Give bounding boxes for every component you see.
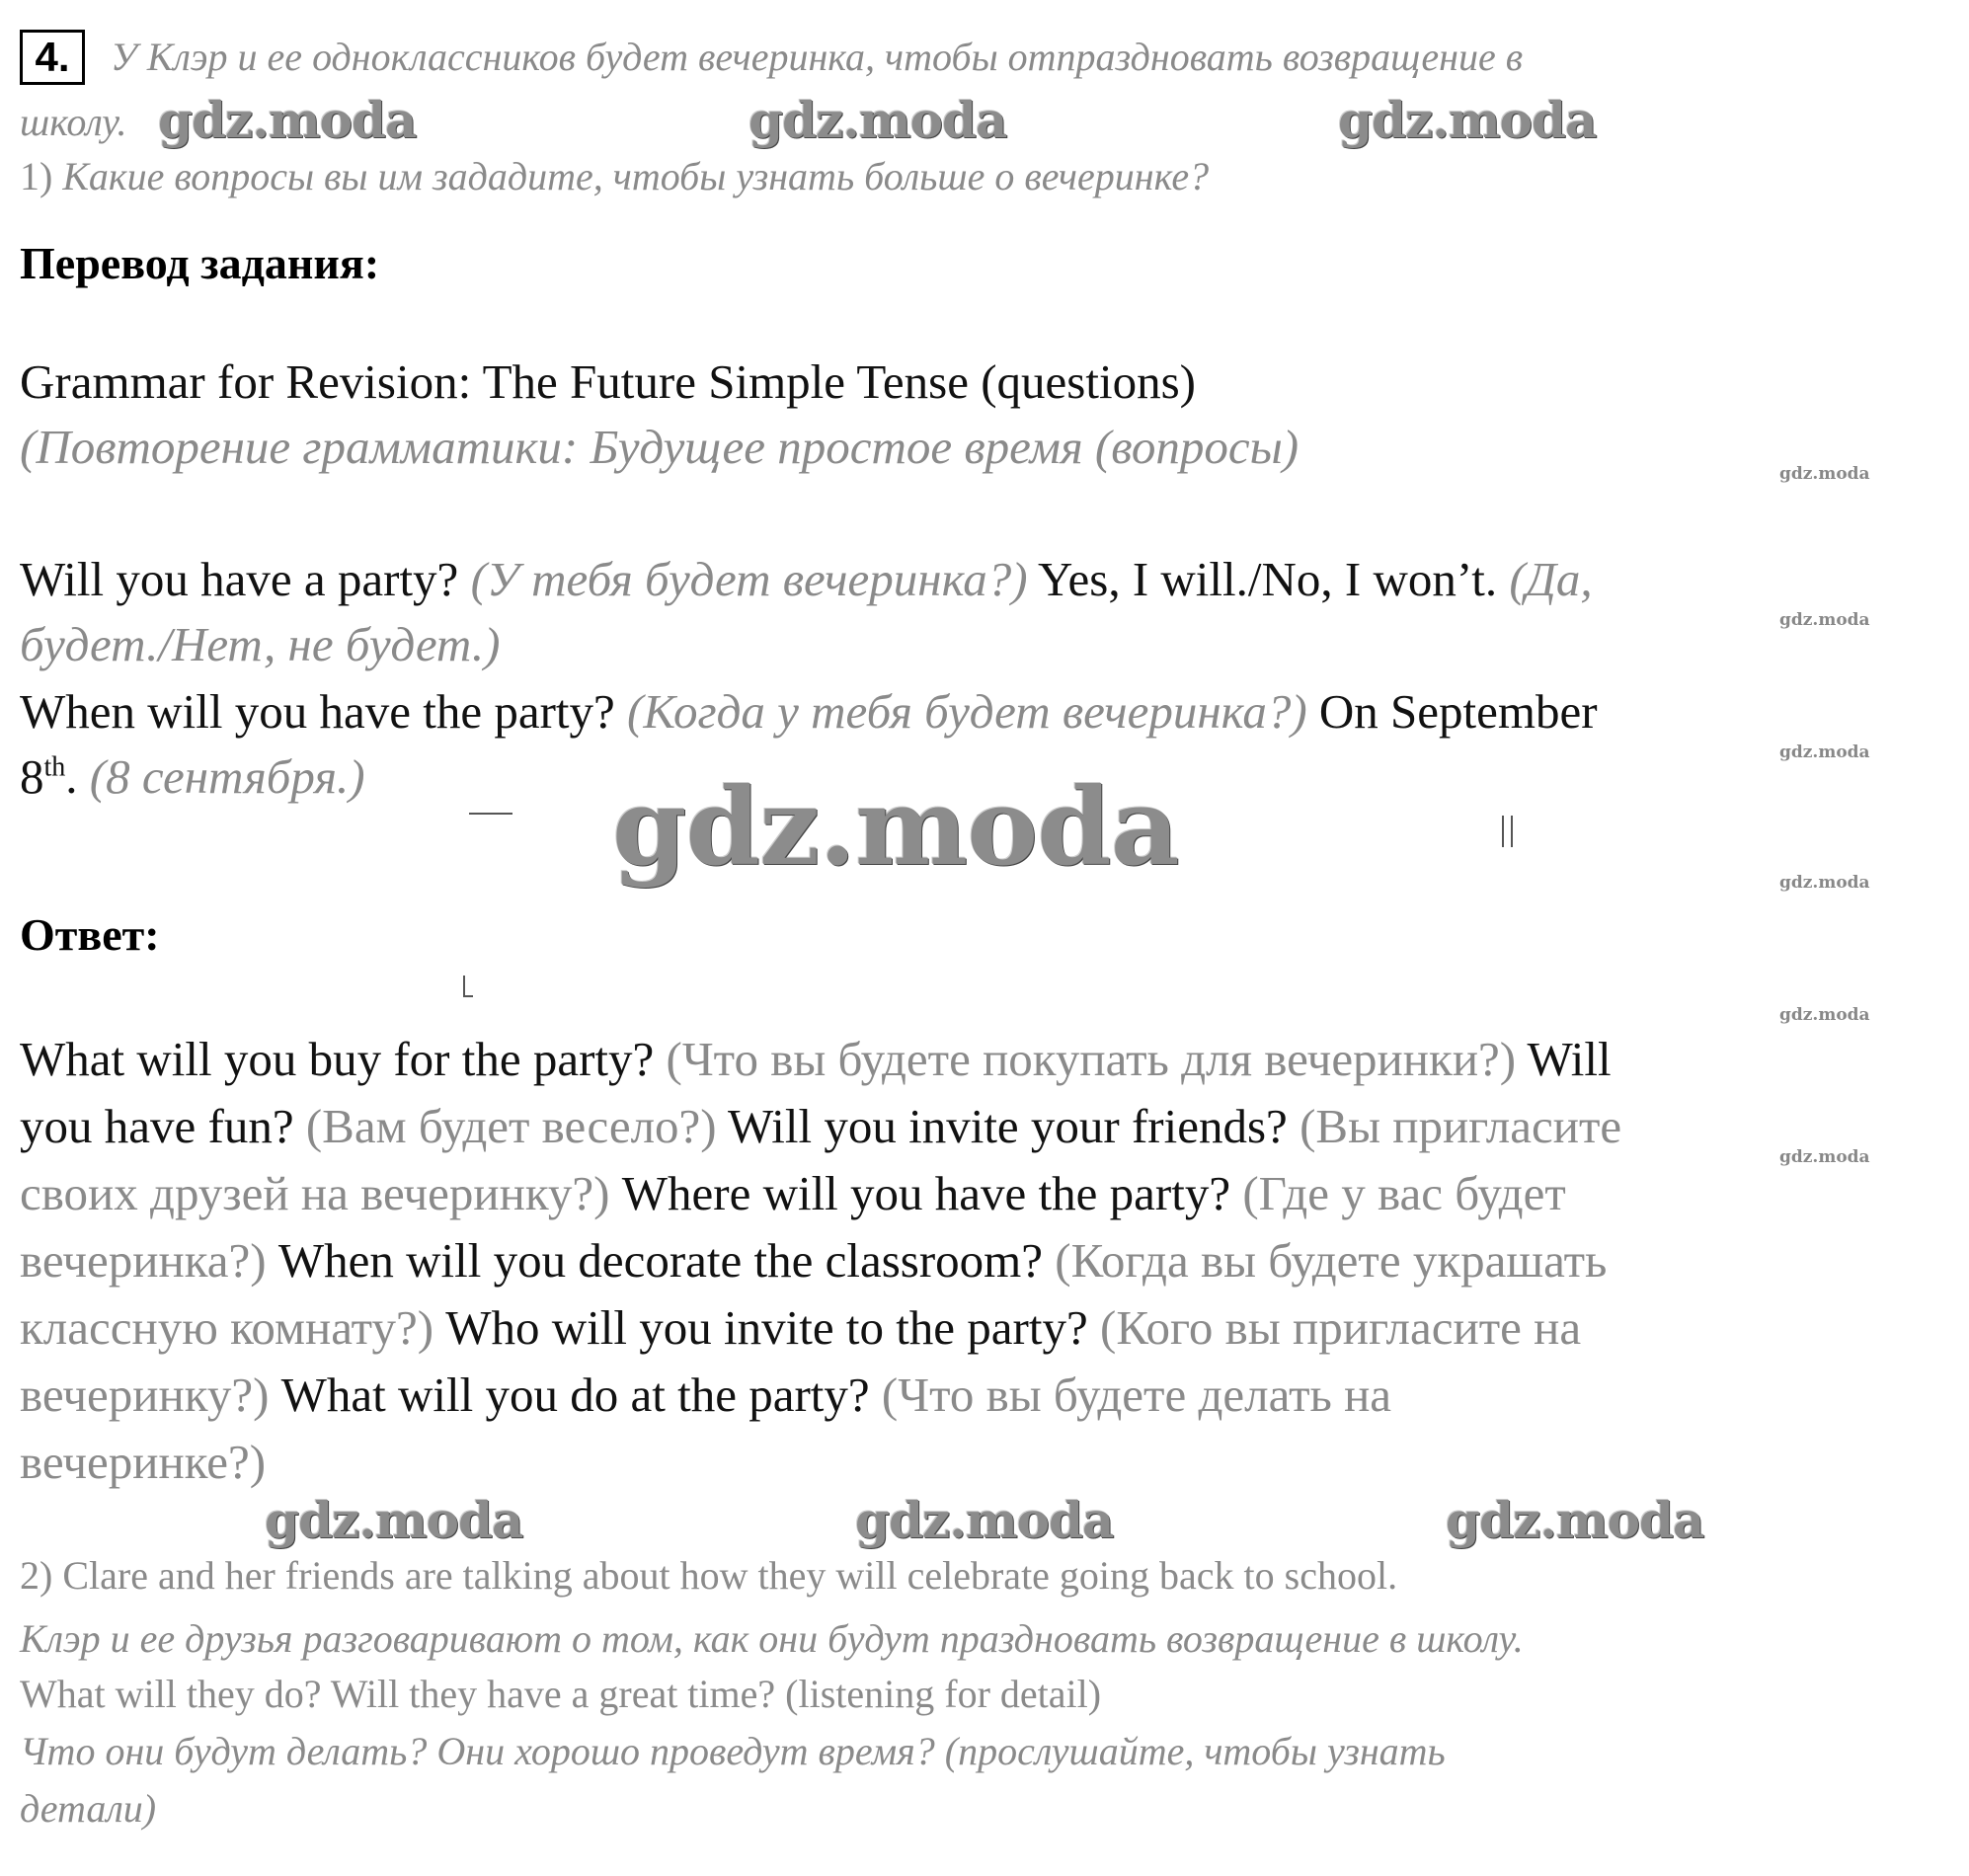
example-2-dot: . [65, 749, 78, 804]
question-1-number: 1) [20, 154, 53, 198]
answer-line [20, 1098, 1621, 1154]
part2-line2: Клэр и ее друзья разговаривают о том, как они будут праздновать возвращение в школу. [20, 1616, 1524, 1661]
watermark-logo: gdz.moda [1338, 91, 1597, 149]
answer-line [20, 1299, 1581, 1356]
watermark-logo: gdz.moda [1446, 1491, 1704, 1549]
example-2-question: When will you have the party? [20, 684, 615, 739]
task-intro-line1: У Клэр и ее одноклассников будет вечеринка, чтобы отпраздновать возвращение в [111, 35, 1524, 79]
question-1-text: Какие вопросы вы им зададите, чтобы узнать больше о вечеринке? [62, 154, 1210, 198]
answer-translation: вечеринке?) [20, 1435, 267, 1489]
answer-translation: (Где у вас будет [1242, 1166, 1566, 1220]
part2-line5: детали) [20, 1786, 157, 1831]
scan-artifact [1511, 816, 1513, 847]
watermark-small: gdz.moda [1779, 610, 1870, 630]
example-2-answer-ru: (8 сентября.) [89, 749, 365, 804]
example-2-answer: On September [1318, 684, 1598, 739]
watermark-logo-large: gdz.moda [612, 765, 1179, 890]
answer-line [20, 1367, 1391, 1423]
answer-translation: вечеринка?) [20, 1233, 267, 1288]
watermark-logo: gdz.moda [855, 1491, 1114, 1549]
answer-line [20, 1031, 1612, 1087]
answer-question: Will you invite your friends? [716, 1099, 1300, 1153]
scan-artifact [463, 995, 473, 997]
answer-line [20, 1165, 1566, 1221]
example-1-line2: будет./Нет, не будет.) [20, 617, 501, 671]
answer-question: When will you decorate the classroom? [266, 1233, 1056, 1288]
watermark-small: gdz.moda [1779, 1147, 1870, 1167]
answer-translation: (Что вы будете делать на [881, 1368, 1392, 1422]
scan-artifact [463, 976, 465, 995]
example-1-line1 [20, 551, 1593, 607]
answer-question: What will you do at the party? [269, 1368, 882, 1422]
watermark-small: gdz.moda [1779, 873, 1870, 893]
example-2-day-suffix: th [43, 751, 66, 783]
example-2-line2 [20, 748, 365, 805]
grammar-title-ru: (Повторение грамматики: Будущее простое время (вопросы) [20, 420, 1300, 474]
watermark-small: gdz.moda [1779, 464, 1870, 484]
scan-artifact [469, 813, 512, 815]
example-1-question: Will you have a party? [20, 552, 459, 606]
answer-translation: своих друзей на вечеринку?) [20, 1166, 610, 1220]
part2-line3: What will they do? Will they have a great time? (listening for detail) [20, 1672, 1102, 1716]
grammar-title-en: Grammar for Revision: The Future Simple Tense (questions) [20, 354, 1196, 409]
answer-translation: вечеринку?) [20, 1368, 270, 1422]
answer-line [20, 1232, 1607, 1289]
example-1-question-ru: (У тебя будет вечеринка?) [470, 552, 1028, 606]
answer-translation: (Вы пригласите [1300, 1099, 1622, 1153]
answer-question: you have fun? [20, 1099, 306, 1153]
example-2-question-ru: (Когда у тебя будет вечеринка?) [627, 684, 1307, 739]
answer-heading: Ответ: [20, 909, 160, 960]
answer-question: Where will you have the party? [609, 1166, 1243, 1220]
answer-translation: (Что вы будете покупать для вечеринки?) [666, 1032, 1517, 1086]
example-1-answer-ru: (Да, [1509, 552, 1593, 606]
part2-line4: Что они будут делать? Они хорошо проведут время? (прослушайте, чтобы узнать [20, 1729, 1446, 1773]
task-number: 4. [20, 30, 85, 85]
scan-artifact [1502, 816, 1504, 847]
example-1-answer: Yes, I will./No, I won’t. [1038, 552, 1498, 606]
watermark-logo: gdz.moda [265, 1491, 523, 1549]
part2-line1: 2) Clare and her friends are talking about how they will celebrate going back to school. [20, 1553, 1398, 1598]
answer-translation: (Вам будет весело?) [305, 1099, 717, 1153]
answer-translation: классную комнату?) [20, 1300, 434, 1355]
question-1 [20, 153, 1209, 199]
answer-question: Who will you invite to the party? [433, 1300, 1100, 1355]
example-2-day: 8 [20, 749, 44, 804]
watermark-logo: gdz.moda [748, 91, 1007, 149]
example-2-line1 [20, 683, 1598, 740]
answer-translation: (Когда вы будете украшать [1055, 1233, 1608, 1288]
task-intro-line2: школу. [20, 100, 127, 144]
answer-line [20, 1434, 266, 1490]
watermark-small: gdz.moda [1779, 1005, 1870, 1025]
translation-heading: Перевод задания: [20, 238, 380, 288]
watermark-logo: gdz.moda [158, 91, 417, 149]
answer-question: What will you buy for the party? [20, 1032, 667, 1086]
answer-translation: (Кого вы пригласите на [1100, 1300, 1582, 1355]
answer-question: Will [1516, 1032, 1612, 1086]
watermark-small: gdz.moda [1779, 743, 1870, 762]
